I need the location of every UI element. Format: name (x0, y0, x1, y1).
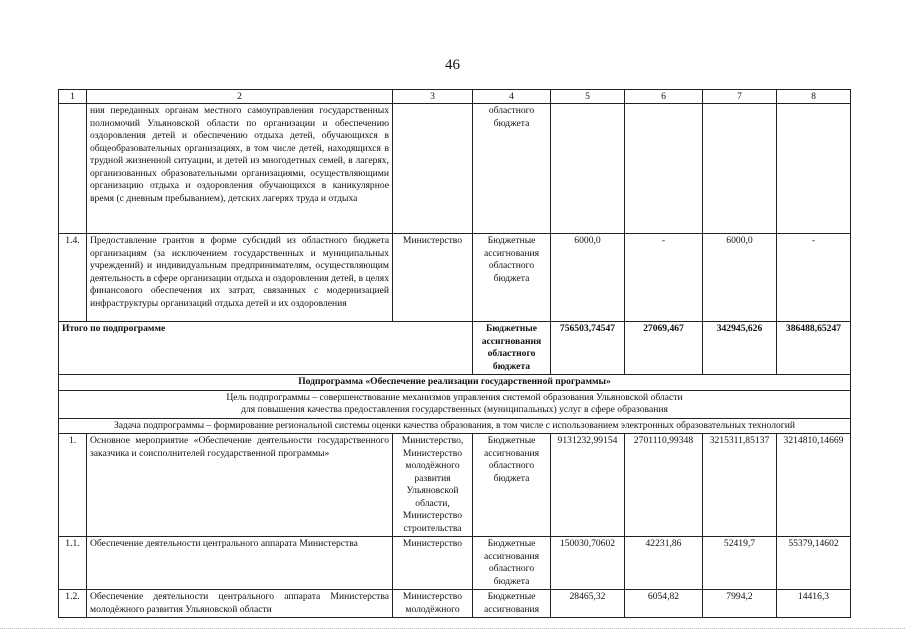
table-row (59, 434, 851, 537)
row-value-5: 150030,70602 (551, 537, 625, 590)
total-value-8: 386488,65247 (777, 322, 851, 375)
total-value-7: 342945,626 (703, 322, 777, 375)
row-value-8: 55379,14602 (777, 537, 851, 590)
row-description: Обеспечение деятельности центрального аппарата Министерства молодёжного развития Ульяновской области (87, 590, 393, 618)
task-row (59, 418, 851, 434)
subprogram-title: Подпрограмма «Обеспечение реализации государственной программы» (59, 375, 851, 391)
column-number: 7 (703, 90, 777, 104)
row-executor: Министерство (393, 234, 473, 322)
row-source: Бюджетные ассигнования областного бюджета (473, 537, 551, 590)
row-value-8: 14416,3 (777, 590, 851, 618)
column-number: 6 (625, 90, 703, 104)
table-row (59, 590, 851, 618)
row-description: Обеспечение деятельности центрального аппарата Министерства (87, 537, 393, 590)
subprogram-goal (59, 390, 851, 418)
row-value-6: 42231,86 (625, 537, 703, 590)
row-value-7 (703, 104, 777, 234)
row-value-5: 6000,0 (551, 234, 625, 322)
row-number: 1. (59, 434, 87, 537)
row-value-6: - (625, 234, 703, 322)
row-number: 1.2. (59, 590, 87, 618)
row-executor (393, 104, 473, 234)
row-number: 1.4. (59, 234, 87, 322)
total-value-6: 27069,467 (625, 322, 703, 375)
row-source: Бюджетные ассигнования (473, 590, 551, 618)
row-value-6 (625, 104, 703, 234)
total-value-5: 756503,74547 (551, 322, 625, 375)
table-row (59, 104, 851, 234)
row-value-8: 3214810,14669 (777, 434, 851, 537)
column-number: 3 (393, 90, 473, 104)
row-value-7: 7994,2 (703, 590, 777, 618)
column-number-row (59, 90, 851, 104)
row-number: 1.1. (59, 537, 87, 590)
row-value-5 (551, 104, 625, 234)
row-value-8: - (777, 234, 851, 322)
column-number: 4 (473, 90, 551, 104)
row-number (59, 104, 87, 234)
row-description: Предоставление грантов в форме субсидий из областного бюджета организациям (за исключением государственных и муниципальных учреждений) и индивидуальным предпринимателям, осуществляющим деятельность в сфере организации отдыха и оздоровления детей, в целях финансового обеспечения их затрат, связанных с модернизацией инфраструктуры организаций отдыха детей и их оздоровления (87, 234, 393, 322)
row-value-7: 52419,7 (703, 537, 777, 590)
table-row (59, 537, 851, 590)
row-value-5: 9131232,99154 (551, 434, 625, 537)
scan-noise-line (0, 628, 905, 630)
row-executor: Министерство (393, 537, 473, 590)
column-number: 8 (777, 90, 851, 104)
column-number: 1 (59, 90, 87, 104)
goal-row (59, 390, 851, 418)
row-value-5: 28465,32 (551, 590, 625, 618)
column-number: 5 (551, 90, 625, 104)
row-description: ния переданных органам местного самоуправления государственных полномочий Ульяновской области по организации и обеспечению оздоровления детей и обеспечению отдыха детей, обучающихся в общеобразовательных организациях, в том числе детей, находящихся в трудной жизненной ситуации, и детей из многодетных семей, в лагерях, организованных образовательными организациями, осуществляющими организацию отдыха и оздоровления обучающихся в каникулярное время (с дневным пребыванием), детских лагерях труда и отдыха (87, 104, 393, 234)
total-row (59, 322, 851, 375)
row-source: Бюджетные ассигнования областного бюджета (473, 234, 551, 322)
row-value-6: 2701110,99348 (625, 434, 703, 537)
row-value-7: 6000,0 (703, 234, 777, 322)
row-description: Основное мероприятие «Обеспечение деятельности государственного заказчика и соисполнителей государственной программы» (87, 434, 393, 537)
table-row (59, 234, 851, 322)
row-executor: Министерство молодёжного (393, 590, 473, 618)
total-label: Итого по подпрограмме (59, 322, 473, 375)
budget-table (58, 89, 851, 618)
row-executor: Министерство, Министерство молодёжного развития Ульяновской области, Министерство строительства (393, 434, 473, 537)
goal-line: Цель подпрограммы – совершенствование механизмов управления системой образования Ульяновской области (226, 391, 683, 403)
row-value-7: 3215311,85137 (703, 434, 777, 537)
row-source: Бюджетные ассигнования областного бюджета (473, 434, 551, 537)
page-number: 46 (445, 57, 460, 73)
row-value-8 (777, 104, 851, 234)
subprogram-row (59, 375, 851, 391)
column-number: 2 (87, 90, 393, 104)
goal-line: для повышения качества предоставления государственных (муниципальных) услуг в сфере образования (241, 404, 668, 415)
subprogram-task: Задача подпрограммы – формирование региональной системы оценки качества образования, в том числе с использованием электронных образовательных технологий (59, 418, 851, 434)
row-value-6: 6054,82 (625, 590, 703, 618)
row-source: областного бюджета (473, 104, 551, 234)
total-source: Бюджетные ассигнования областного бюджета (473, 322, 551, 375)
